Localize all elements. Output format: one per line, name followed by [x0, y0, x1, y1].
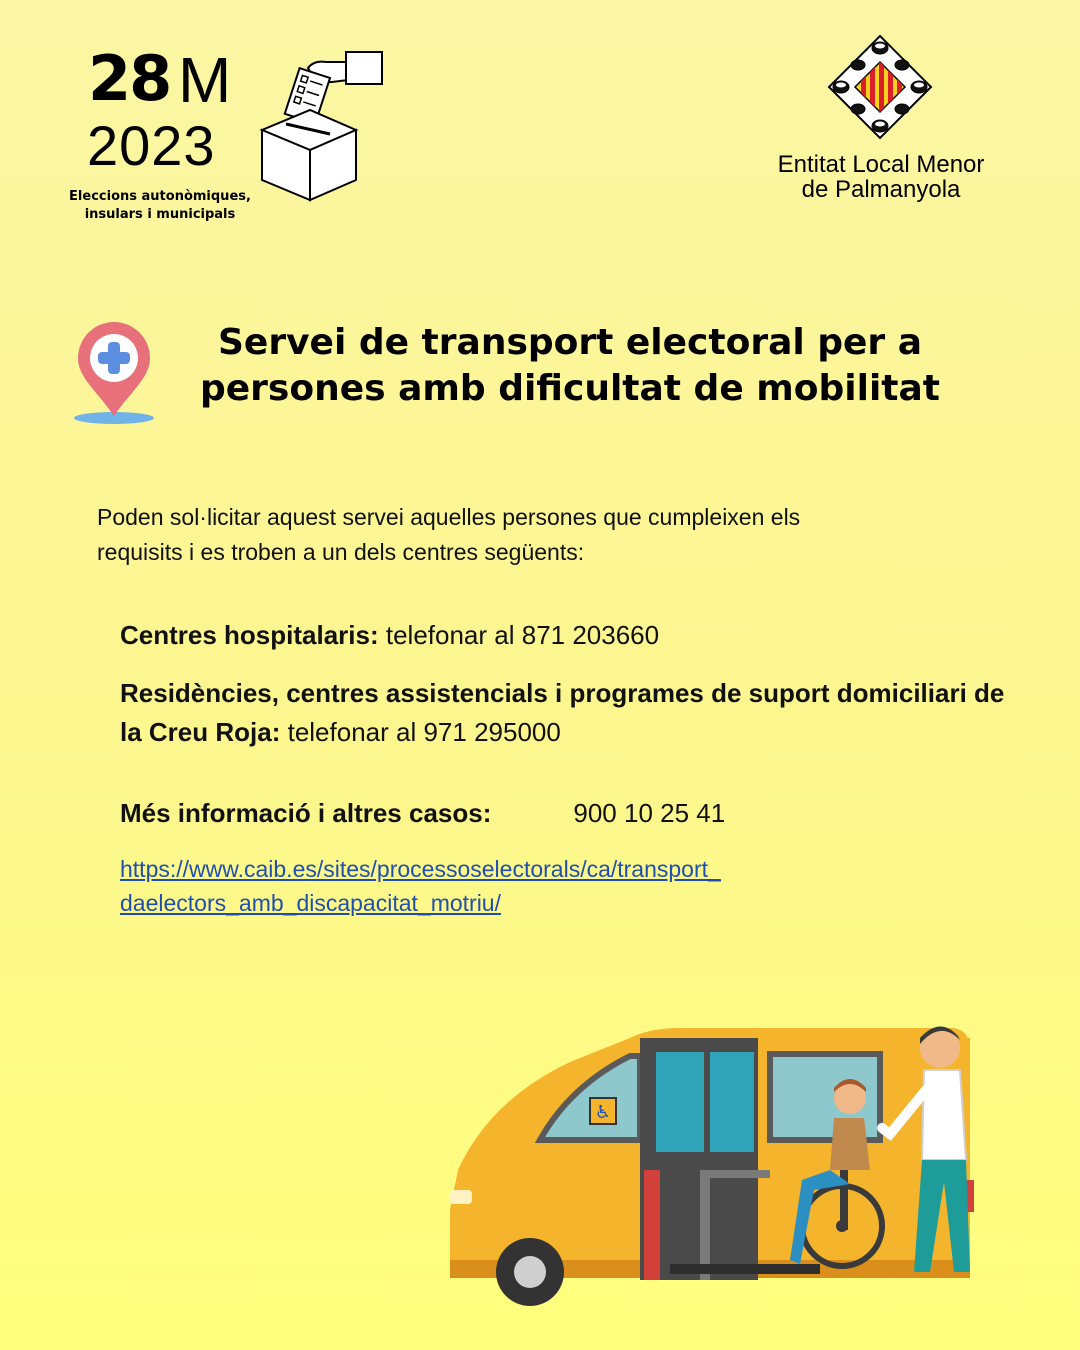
- hospital-label: Centres hospitalaris:: [120, 620, 379, 650]
- intro-text: Poden sol·licitar aquest servei aquelles persones que cumpleixen els requisits i es troben a un dels centres següents:: [97, 504, 801, 565]
- residences-phone-text: telefonar al 971 295000: [280, 717, 561, 747]
- coat-of-arms-icon: [827, 34, 933, 140]
- election-day: 28: [88, 42, 171, 115]
- residences-label: Residències, centres assistencials i programes de suport domiciliari de la Creu Roja:: [120, 678, 1005, 747]
- more-info-phone: 900 10 25 41: [573, 798, 726, 828]
- election-subtitle: Eleccions autonòmiques, insulars i municipals: [69, 189, 251, 222]
- accessible-van-illustration: [430, 1010, 990, 1310]
- location-pin-icon: [68, 320, 160, 428]
- residences-contact: [120, 674, 1020, 752]
- election-month: M: [178, 44, 232, 116]
- hospital-phone-text: telefonar al 871 203660: [378, 620, 660, 650]
- organization-logo: [750, 34, 1020, 209]
- hospital-contact: [120, 616, 1020, 655]
- election-year: 2023: [87, 114, 216, 177]
- page-title: Servei de transport electoral per a persones amb dificultat de mobilitat: [199, 322, 941, 409]
- more-info-contact: [120, 794, 1020, 833]
- more-info-label: Més informació i altres casos:: [120, 798, 492, 828]
- organization-name: Entitat Local Menor de Palmanyola: [777, 151, 985, 203]
- svg-text:♿: ♿: [594, 1102, 612, 1123]
- election-header: [60, 40, 420, 230]
- info-link[interactable]: https://www.caib.es/sites/processoselectorals/ca/transport_ daelectors_amb_discapacitat_motriu/: [120, 856, 721, 916]
- ballot-box-icon: [256, 46, 388, 206]
